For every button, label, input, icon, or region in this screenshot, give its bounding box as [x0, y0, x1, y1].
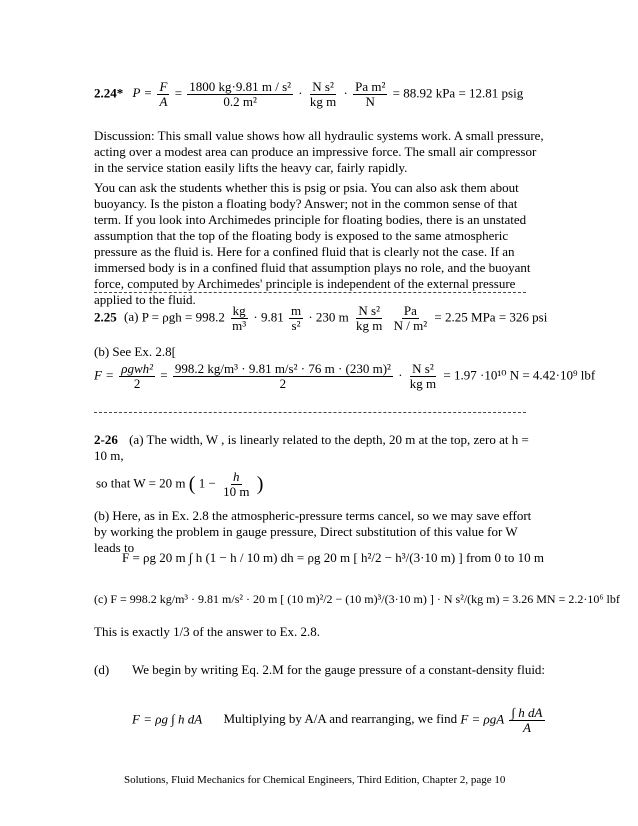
divider	[94, 292, 526, 293]
eq-2-24: 2.24* P = $\frac{F}{A}$ = $\frac{\text{1800 kg·9.81 m / s²}}{\text{0.2 m²}}$ · $\frac{\text{N s²}}{\text{kg m}}$ · $\frac{\text{Pa m²}}{N}$ = 88.92 kPa = 12.81 psig	[94, 79, 524, 109]
frac-unit2: $\frac{\text{Pa m²}}{N}$	[355, 79, 386, 109]
eq-part-c: (c) F = 998.2 kg/m³ · 9.81 m/s² · 20 m [ (10 m)²/2 − (10 m)³/(3·10 m) ] · N s²/(kg m) = 3.26 MN = 2.2·10⁶ lbf	[94, 592, 620, 606]
frac-values: $\frac{\text{1800 kg·9.81 m / s²}}{\text{0.2 m²}}$	[189, 79, 292, 109]
frac-unit1: $\frac{\text{N s²}}{\text{kg m}}$	[309, 79, 337, 109]
eq-2-25b: F = $\frac{\text{ρgwh²}}{2}$ = $\frac{\text{998.2 kg/m³ · 9.81 m/s² · 76 m · (230 m)²}}{2}$ · $\frac{\text{N s²}}{\text{kg m}}$ = 1.97 ·10¹⁰ N = 4.42·10⁹ lbf	[94, 361, 596, 391]
divider	[94, 412, 526, 413]
part-b-label: (b) See Ex. 2.8[	[94, 344, 176, 359]
buoyancy-paragraph: You can ask the students whether this is psig or psia. You can also ask them about buoyancy. Is the piston a floating body? Answer; not in the common sense of that term. If you look into Archimedes principle for floating bodies, there is an unstated assumption that the top of the floating body is exposed to the same atmospheric pressure as the fluid is. Here for a confined fluid that is clearly not the case. If an immersed body is in a confined fluid that assumption plays no role, and the buoyant force, computed by Archimedes' principle is independent of the external pressure applied to the fluid.	[94, 180, 531, 307]
third-note: This is exactly 1/3 of the answer to Ex. 2.8.	[94, 624, 321, 639]
eq-width: so that W = 20 m ( 1 − $\frac{h}{10 m}$ )	[96, 469, 264, 499]
problem-label: 2-26	[94, 432, 118, 447]
discussion-paragraph: Discussion: This small value shows how all hydraulic systems work. A small pressure, acting over a modest area can produce an impressive force. The small air compressor in the service station easily lifts the heavy car, fairly rapidly.	[94, 128, 544, 175]
eq-integral-b: F = ρg 20 m ∫ h (1 − h / 10 m) dh = ρg 20 m [ h²/2 − h³/(3·10 m) ] from 0 to 10 m	[122, 550, 544, 565]
eq-lhs: P =	[132, 85, 153, 101]
part-d-text: We begin by writing Eq. 2.M for the gauge pressure of a constant-density fluid:	[132, 662, 546, 677]
part-a-2-26: 2-26 (a) The width, W , is linearly related to the depth, 20 m at the top, zero at h = 10 m,	[94, 432, 529, 463]
problem-label: 2.25	[94, 309, 117, 325]
problem-label: 2.24*	[94, 85, 124, 101]
part-b-2-26: (b) Here, as in Ex. 2.8 the atmospheric-pressure terms cancel, so we may save effort by working the problem in gauge pressure, Direct substitution of this value for W leads to	[94, 508, 532, 555]
eq-part-d: F = ρg ∫ h dA Multiplying by A/A and rearranging, we find F = ρgA $\frac{\text{∫ h dA}}{A}$	[132, 705, 543, 735]
frac-f-a: $\frac{F}{A}$	[159, 79, 168, 109]
part-d-label: (d)	[94, 662, 110, 677]
page-footer: Solutions, Fluid Mechanics for Chemical Engineers, Third Edition, Chapter 2, page 10	[124, 774, 506, 786]
eq-2-25a: 2.25 (a) P = ρgh = 998.2 $\frac{kg}{\text{m³}}$ · 9.81 $\frac{m}{\text{s²}}$ · 230 m $\frac{\text{N s²}}{\text{kg m}}$ $\frac{Pa}{\text{N / m²}}$ = 2.25 MPa = 326 psi	[94, 303, 548, 333]
